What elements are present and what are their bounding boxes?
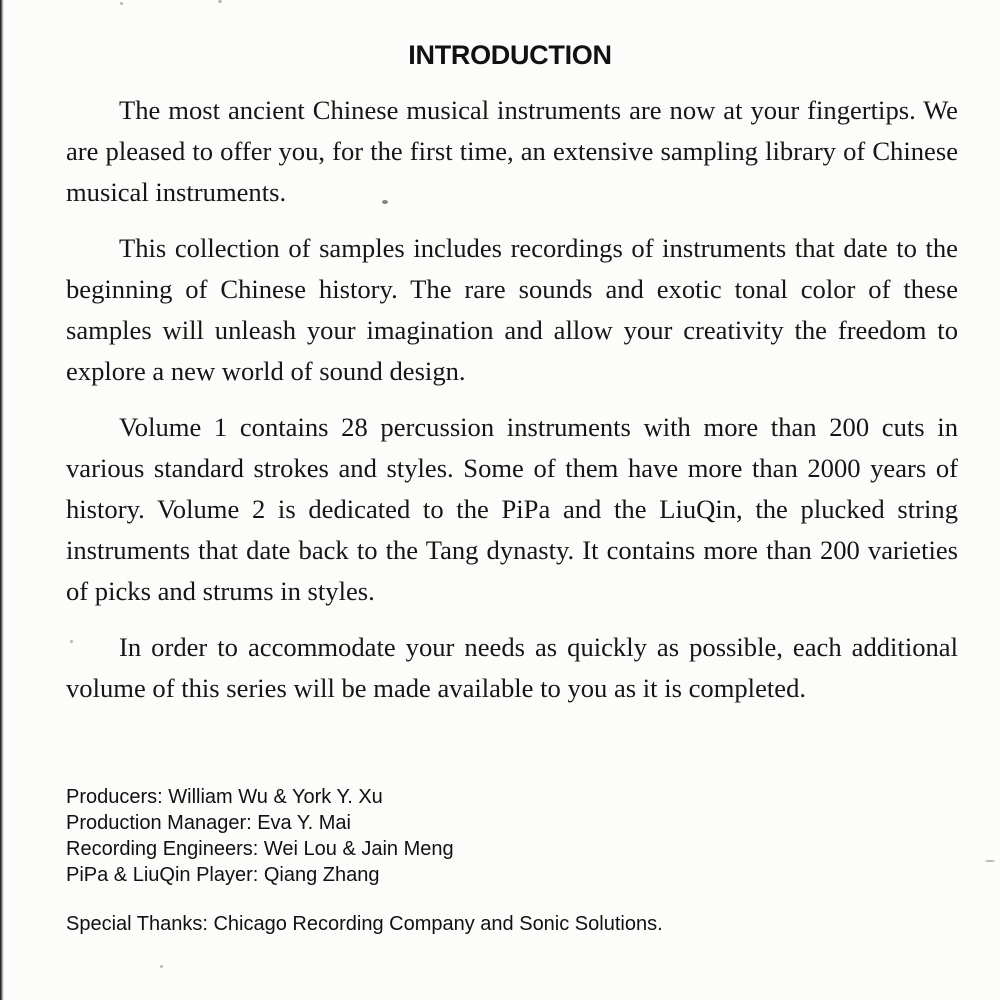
- scan-speck: [120, 2, 123, 5]
- paragraph-2: This collection of samples includes recordings of instruments that date to the beginning of Chinese history. The rare sounds and exotic tonal color of these samples will unleash your imagination and allow your creativity the freedom to explore a new world of sound design.: [66, 233, 958, 386]
- scan-speck: [70, 640, 73, 643]
- special-thanks: Special Thanks: Chicago Recording Company and Sonic Solutions.: [66, 913, 663, 935]
- paragraph-1: The most ancient Chinese musical instruments are now at your fingertips. We are pleased to offer you, for the first time, an extensive sampling library of Chinese musical instruments.: [66, 95, 958, 207]
- credits-block: [66, 784, 946, 888]
- credit-player: PiPa & LiuQin Player: Qiang Zhang: [66, 864, 380, 886]
- credit-production-manager: Production Manager: Eva Y. Mai: [66, 812, 351, 834]
- scan-speck: [985, 860, 995, 862]
- paragraph-3: Volume 1 contains 28 percussion instruments with more than 200 cuts in various standard strokes and styles. Some of them have more than 2000 years of history. Volume 2 is dedicated to the PiPa and the LiuQin, the plucked string instruments that date back to the Tang dynasty. It contains more than 200 varieties of picks and strums in styles.: [66, 412, 958, 606]
- scan-speck: [160, 965, 163, 968]
- page-edge-shadow: [0, 0, 4, 1000]
- credit-producers: Producers: William Wu & York Y. Xu: [66, 786, 383, 808]
- page-title: INTRODUCTION: [408, 40, 612, 70]
- introduction-body: [66, 90, 958, 709]
- scan-speck: [218, 0, 222, 3]
- paragraph-4: In order to accommodate your needs as quickly as possible, each additional volume of this series will be made available to you as it is completed.: [66, 632, 958, 703]
- credit-recording-engineers: Recording Engineers: Wei Lou & Jain Meng: [66, 838, 454, 860]
- scan-speck: [382, 200, 388, 204]
